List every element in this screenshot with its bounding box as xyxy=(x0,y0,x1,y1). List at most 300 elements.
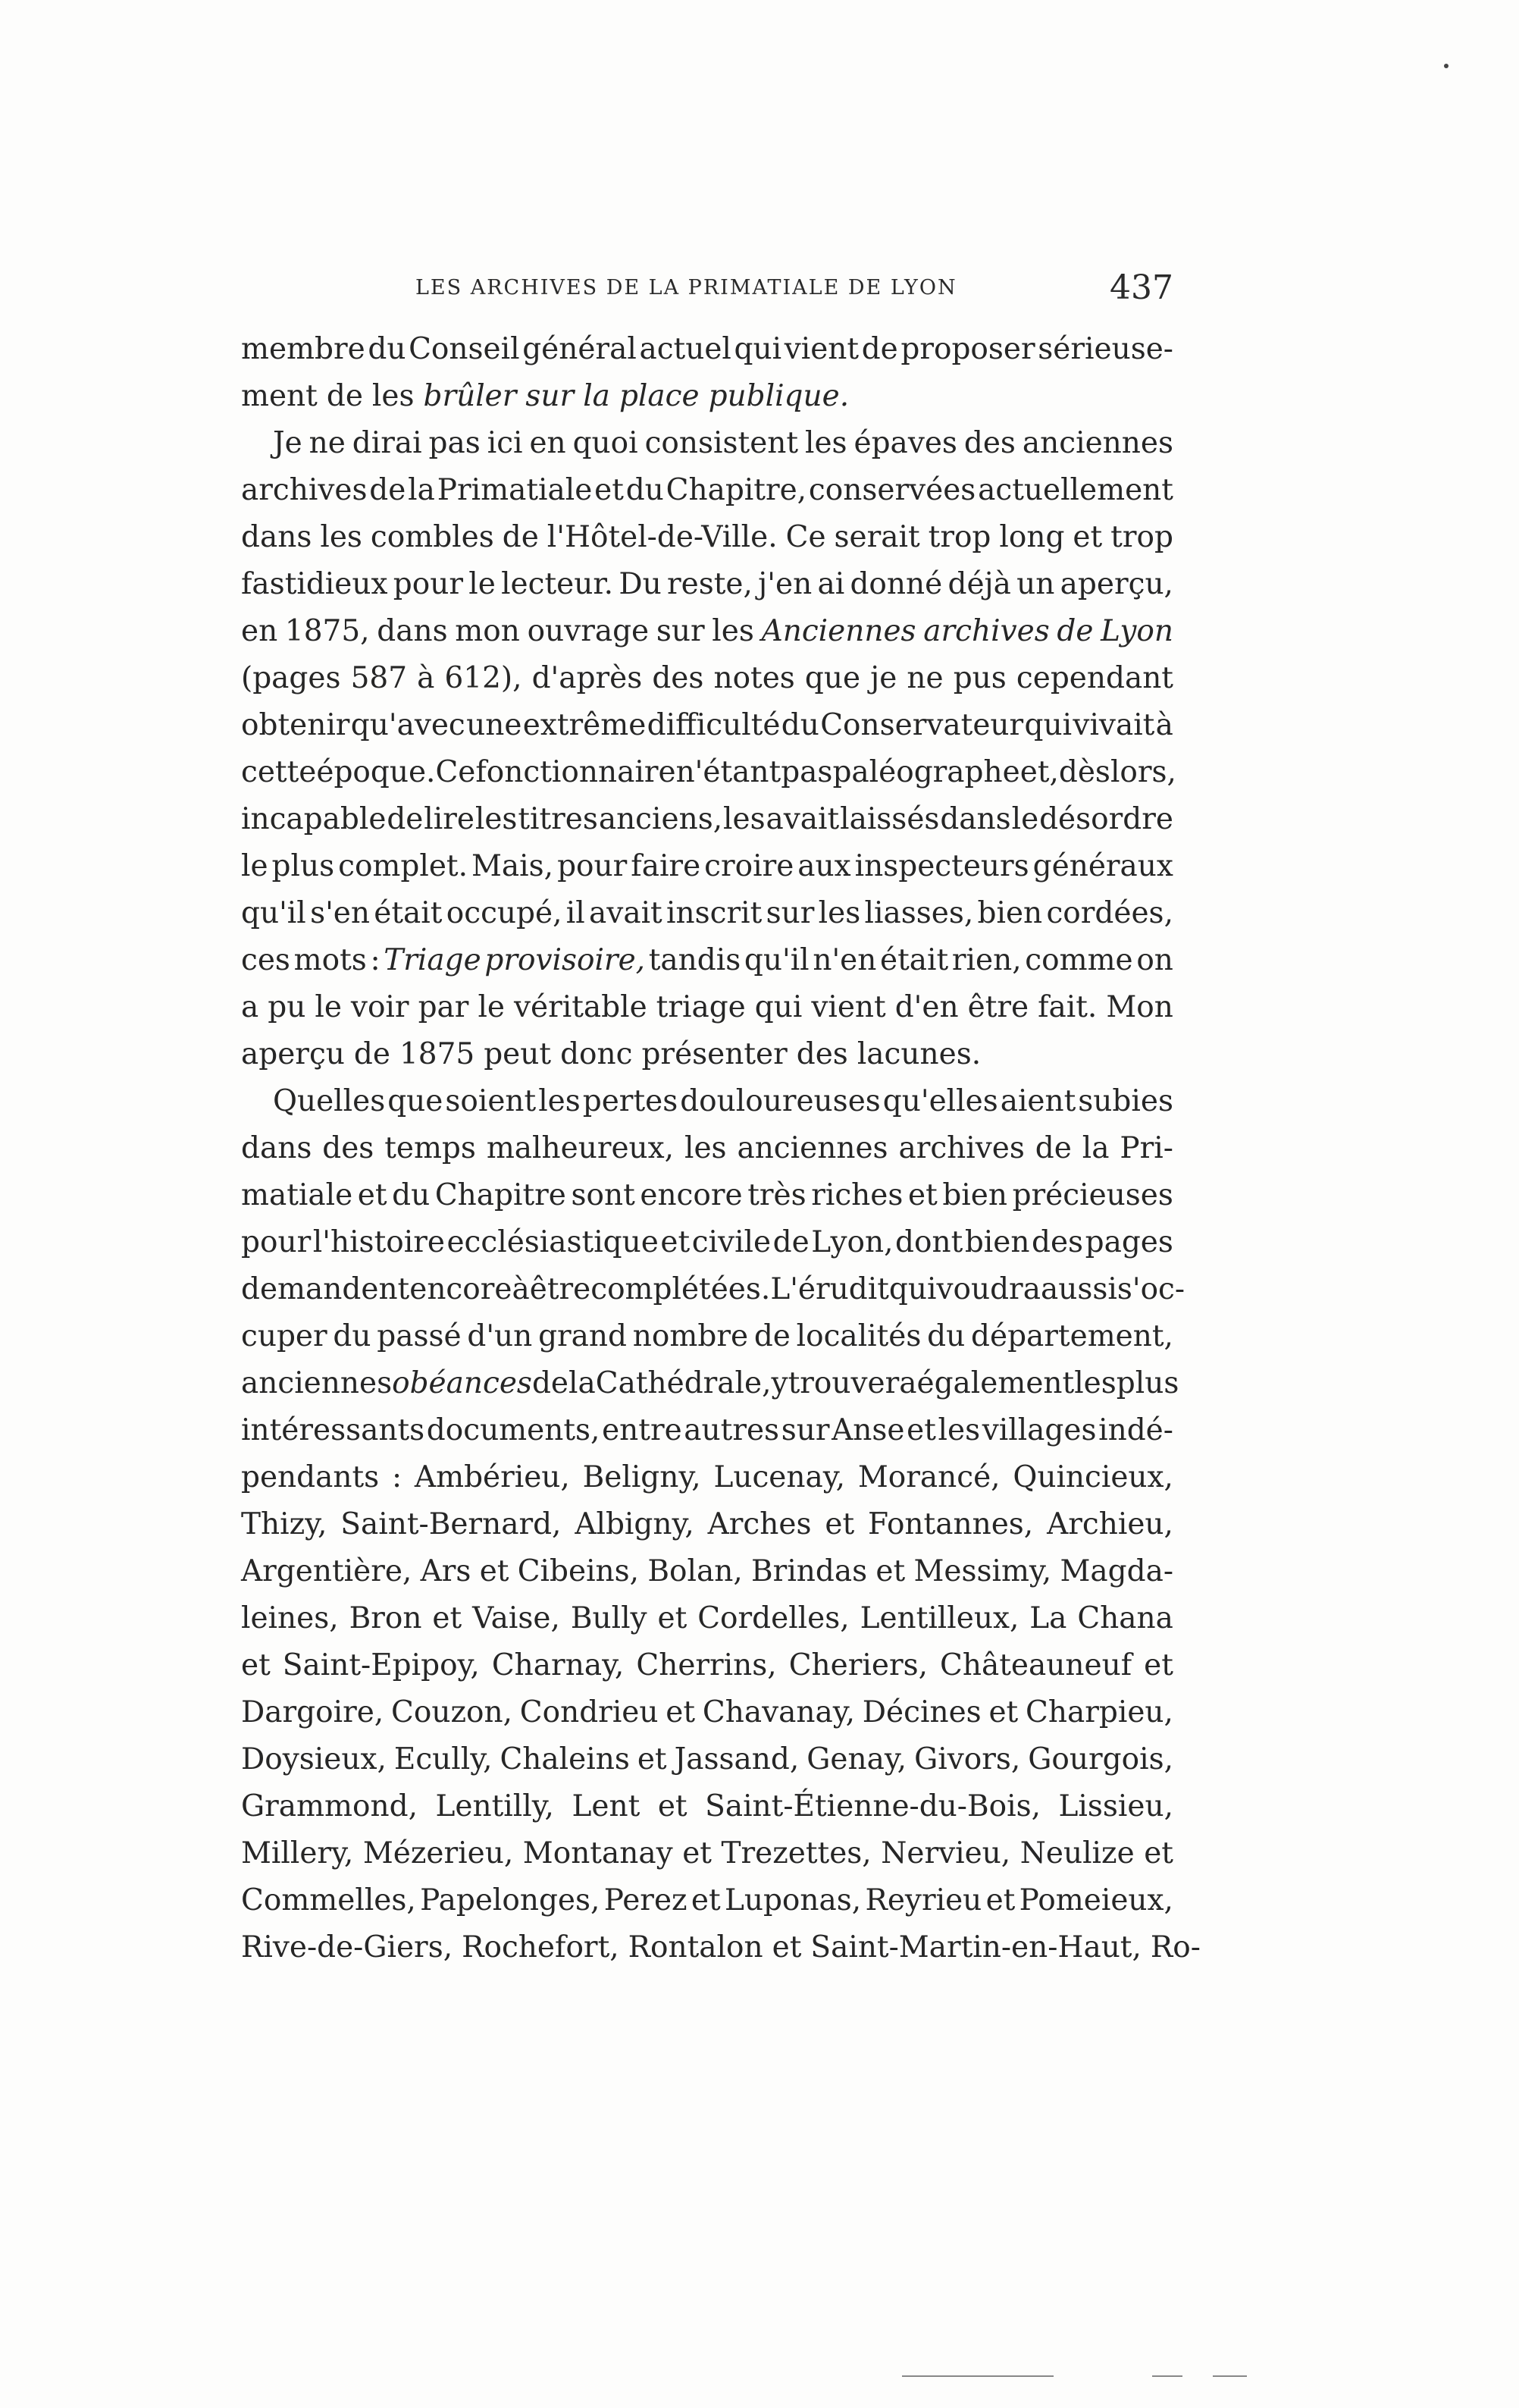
word: occupé, xyxy=(446,896,562,930)
word: Décines xyxy=(862,1695,982,1729)
word: leines, xyxy=(241,1601,339,1635)
word: pertes xyxy=(582,1084,678,1118)
word: Rive-de-Giers, xyxy=(241,1930,453,1964)
word: épaves xyxy=(853,426,957,460)
word: matiale xyxy=(241,1178,353,1212)
word: trouvera xyxy=(788,1366,917,1400)
word: et xyxy=(1073,520,1103,554)
italic-word: provisoire, xyxy=(484,943,646,977)
word: pus xyxy=(953,661,1007,695)
word: cuper xyxy=(241,1319,327,1353)
word: la xyxy=(568,1366,596,1400)
word: avait xyxy=(589,896,662,930)
word: le xyxy=(315,990,342,1024)
text-line xyxy=(241,1125,1173,1172)
word: et xyxy=(985,1883,1016,1917)
italic-word: sur xyxy=(525,379,575,413)
word: pendants xyxy=(241,1460,380,1494)
word: pour xyxy=(557,849,628,883)
word: et xyxy=(907,1178,938,1212)
word: dont xyxy=(895,1225,963,1259)
word: liasses, xyxy=(864,896,974,930)
text-line xyxy=(241,702,1173,749)
italic-word: la xyxy=(583,379,610,413)
word: Lent xyxy=(572,1789,640,1823)
word: précieuses xyxy=(1012,1178,1173,1212)
word: Bully xyxy=(570,1601,647,1635)
text-line xyxy=(241,1783,1173,1830)
word: plus xyxy=(271,849,335,883)
word: passé xyxy=(377,1319,462,1353)
word: fonctionnaire xyxy=(475,755,676,789)
word: pages xyxy=(1085,1225,1173,1259)
word: Saint-Bernard, xyxy=(340,1507,562,1541)
word: que xyxy=(804,661,861,695)
word: intéressants xyxy=(241,1413,425,1447)
word: pu xyxy=(268,990,306,1024)
word: avait xyxy=(766,802,840,836)
word: que xyxy=(387,1084,443,1118)
word: Lissieu, xyxy=(1058,1789,1173,1823)
word: une xyxy=(466,708,522,742)
footer-rule xyxy=(902,2375,1054,2377)
word: et xyxy=(637,1742,667,1776)
word: le xyxy=(241,849,268,883)
word: Archieu, xyxy=(1047,1507,1173,1541)
word: Messimy, xyxy=(913,1554,1052,1588)
word: encore xyxy=(640,1178,743,1212)
word: Arches xyxy=(707,1507,812,1541)
word: à xyxy=(417,661,435,695)
word: dès xyxy=(1058,755,1110,789)
word: complétées. xyxy=(590,1272,771,1306)
word: faire xyxy=(631,849,701,883)
text-line xyxy=(241,1313,1173,1360)
word: pour xyxy=(241,1225,312,1259)
text-line xyxy=(241,1360,1179,1407)
word: Cherrins, xyxy=(636,1648,777,1682)
word: Cibeins, xyxy=(517,1554,640,1588)
word: des xyxy=(796,1037,848,1071)
word: désordre xyxy=(1039,802,1173,836)
word: de xyxy=(1035,1131,1072,1165)
text-line xyxy=(241,420,1173,467)
word: cordées, xyxy=(1046,896,1173,930)
word: La xyxy=(1029,1601,1067,1635)
word: complet. xyxy=(338,849,468,883)
text-line xyxy=(241,984,1173,1031)
word: mots xyxy=(293,943,367,977)
word: Millery, xyxy=(241,1836,354,1870)
word: époque. xyxy=(316,755,436,789)
word: Grammond, xyxy=(241,1789,418,1823)
word: Fontannes, xyxy=(868,1507,1034,1541)
word: titres xyxy=(518,802,598,836)
word: Conservateur xyxy=(820,708,1024,742)
word: les xyxy=(818,896,861,930)
word: Saint-Epipoy, xyxy=(282,1648,480,1682)
italic-word: Triage xyxy=(384,943,481,977)
word: tandis xyxy=(648,943,741,977)
text-line xyxy=(241,1548,1173,1595)
word: quoi xyxy=(572,426,638,460)
word: à xyxy=(512,1272,530,1306)
word: Doysieux, xyxy=(241,1742,387,1776)
word: de xyxy=(353,1037,390,1071)
word: mon xyxy=(455,614,520,648)
word: dans xyxy=(241,1131,312,1165)
word: Ro- xyxy=(1150,1930,1201,1964)
word: bien xyxy=(977,896,1043,930)
word: civile xyxy=(691,1225,772,1259)
word: Pomeieux, xyxy=(1019,1883,1173,1917)
word: Magda- xyxy=(1060,1554,1173,1588)
word: déjà xyxy=(947,567,1011,601)
ink-speck xyxy=(1444,64,1449,68)
word: archives xyxy=(241,473,368,507)
word: très xyxy=(747,1178,806,1212)
word: inspecteurs xyxy=(854,849,1029,883)
word: les xyxy=(474,802,518,836)
word: était xyxy=(880,943,949,977)
text-line xyxy=(241,1595,1173,1642)
word: malheureux, xyxy=(486,1131,675,1165)
word: Saint-Étienne-du-Bois, xyxy=(705,1789,1041,1823)
text-line xyxy=(241,1078,1173,1125)
word: sur xyxy=(656,614,705,648)
word: et xyxy=(988,1695,1019,1729)
word: bien xyxy=(964,1225,1030,1259)
word: 1875, xyxy=(284,614,370,648)
body-text xyxy=(241,326,1201,1971)
word: était xyxy=(374,896,443,930)
word: comme xyxy=(1025,943,1133,977)
word: vient xyxy=(784,332,860,366)
word: le xyxy=(1011,802,1039,836)
word: par xyxy=(418,990,469,1024)
word: les xyxy=(684,1131,727,1165)
word: soient xyxy=(445,1084,537,1118)
word: les xyxy=(1074,1366,1117,1400)
text-line xyxy=(241,1266,1185,1313)
word: proposer xyxy=(900,332,1035,366)
word: qui xyxy=(754,990,803,1024)
word: Jassand, xyxy=(674,1742,800,1776)
word: et xyxy=(660,1225,691,1259)
word: riches xyxy=(811,1178,904,1212)
word: anciennes xyxy=(737,1131,888,1165)
word: et xyxy=(682,1836,712,1870)
word: Nervieu, xyxy=(881,1836,1011,1870)
word: actuel xyxy=(639,332,731,366)
word: et xyxy=(594,473,624,507)
word: de xyxy=(753,1319,791,1353)
italic-word: brûler xyxy=(423,379,517,413)
word: (pages xyxy=(241,661,341,695)
word: j'en xyxy=(758,567,813,601)
word: inscrit xyxy=(666,896,763,930)
word: plus xyxy=(1116,1366,1179,1400)
word: localités xyxy=(796,1319,922,1353)
word: et xyxy=(772,1930,802,1964)
word: triage xyxy=(656,990,746,1024)
word: Cheriers, xyxy=(788,1648,929,1682)
word: de xyxy=(387,802,424,836)
word: les xyxy=(723,802,766,836)
footer-rule xyxy=(1213,2375,1247,2377)
word: aussi xyxy=(1040,1272,1117,1306)
word: fait. xyxy=(1038,990,1098,1024)
word: Trezettes, xyxy=(721,1836,872,1870)
word: entre xyxy=(602,1413,682,1447)
word: Primatiale xyxy=(437,473,593,507)
word: aient xyxy=(1000,1084,1076,1118)
word: d'après xyxy=(531,661,643,695)
word: ces xyxy=(241,943,290,977)
word: la xyxy=(408,473,435,507)
word: Bolan, xyxy=(647,1554,743,1588)
word: les xyxy=(938,1413,981,1447)
word: Ecully, xyxy=(393,1742,493,1776)
word: Papelonges, xyxy=(420,1883,600,1917)
text-line xyxy=(241,561,1173,608)
text-line xyxy=(241,1736,1173,1783)
footer-rule xyxy=(1152,2375,1182,2377)
word: et xyxy=(479,1554,509,1588)
word: et xyxy=(1144,1648,1173,1682)
word: des xyxy=(652,661,704,695)
word: Argentière, xyxy=(241,1554,412,1588)
word: encore xyxy=(409,1272,512,1306)
word: Condrieu xyxy=(519,1695,659,1729)
word: sur xyxy=(766,896,815,930)
word: véritable xyxy=(514,990,647,1024)
word: et xyxy=(357,1178,387,1212)
word: peut xyxy=(484,1037,552,1071)
text-line xyxy=(241,843,1173,890)
word: rien, xyxy=(951,943,1022,977)
word: Luponas, xyxy=(724,1883,862,1917)
word: aux xyxy=(797,849,851,883)
word: anciennes xyxy=(241,1366,393,1400)
word: voudra xyxy=(936,1272,1041,1306)
word: et xyxy=(241,1648,271,1682)
word: qui xyxy=(1024,708,1073,742)
word: donc xyxy=(560,1037,633,1071)
word: Charpieu, xyxy=(1026,1695,1173,1729)
word: ecclésiastique xyxy=(446,1225,659,1259)
word: : xyxy=(370,943,381,977)
word: qu'il xyxy=(241,896,306,930)
word: croire xyxy=(704,849,794,883)
word: Pri- xyxy=(1120,1131,1173,1165)
word: et, xyxy=(1019,755,1059,789)
word: du xyxy=(927,1319,966,1353)
word: Mon xyxy=(1106,990,1173,1024)
word: Du xyxy=(619,567,662,601)
word: Mais, xyxy=(471,849,554,883)
word: documents, xyxy=(426,1413,600,1447)
word: Mézerieu, xyxy=(362,1836,514,1870)
word: qu'avec xyxy=(350,708,465,742)
word: vient xyxy=(811,990,886,1024)
word: être xyxy=(967,990,1029,1024)
word: Perez xyxy=(603,1883,687,1917)
text-line xyxy=(241,1219,1173,1266)
word: généraux xyxy=(1032,849,1173,883)
text-line xyxy=(241,749,1176,796)
word: demandent xyxy=(241,1272,410,1306)
word: s'oc- xyxy=(1117,1272,1185,1306)
word: n'en xyxy=(813,943,877,977)
word: dans xyxy=(377,614,448,648)
text-line xyxy=(241,1172,1173,1219)
word: pas xyxy=(781,755,833,789)
word: Brindas xyxy=(751,1554,868,1588)
italic-word: Lyon xyxy=(1101,614,1173,648)
word: anciennes xyxy=(1022,426,1173,460)
word: la xyxy=(1082,1131,1110,1165)
word: Commelles, xyxy=(241,1883,416,1917)
word: incapable xyxy=(241,802,387,836)
word: je xyxy=(870,661,897,695)
word: ai xyxy=(817,567,845,601)
word: long xyxy=(999,520,1065,554)
word: les xyxy=(712,614,754,648)
word: Lyon, xyxy=(811,1225,894,1259)
word: aperçu xyxy=(241,1037,345,1071)
word: nombre xyxy=(632,1319,749,1353)
word: on xyxy=(1136,943,1173,977)
word: Genay, xyxy=(806,1742,907,1776)
word: 612), xyxy=(444,661,522,695)
word: Charnay, xyxy=(491,1648,625,1682)
word: Anse xyxy=(832,1413,905,1447)
word: des xyxy=(963,426,1016,460)
word: Lucenay, xyxy=(713,1460,846,1494)
word: lors, xyxy=(1110,755,1176,789)
word: L'érudit xyxy=(770,1272,889,1306)
italic-word: place xyxy=(619,379,700,413)
word: être xyxy=(529,1272,591,1306)
word: de xyxy=(531,1366,568,1400)
text-line xyxy=(241,1689,1173,1736)
word: Chavanay, xyxy=(702,1695,855,1729)
word: Montanay xyxy=(522,1836,673,1870)
word: : xyxy=(391,1460,402,1494)
word: notes xyxy=(713,661,795,695)
word: subies xyxy=(1078,1084,1173,1118)
text-line xyxy=(241,1924,1201,1971)
word: Ambérieu, xyxy=(414,1460,570,1494)
word: paléographe xyxy=(832,755,1020,789)
word: ici xyxy=(487,426,523,460)
word: Lentilleux, xyxy=(860,1601,1019,1635)
word: Cordelles, xyxy=(697,1601,850,1635)
word: pour xyxy=(393,567,463,601)
word: Ce xyxy=(785,520,826,554)
word: n'étant xyxy=(675,755,781,789)
word: Dargoire, xyxy=(241,1695,384,1729)
word: Ce xyxy=(435,755,476,789)
word: d'un xyxy=(467,1319,533,1353)
italic-word: obéances xyxy=(392,1366,532,1400)
word: Gourgois, xyxy=(1028,1742,1173,1776)
word: extrême xyxy=(522,708,647,742)
text-line xyxy=(241,1877,1173,1924)
word: et xyxy=(875,1554,906,1588)
text-line xyxy=(241,937,1173,984)
word: un xyxy=(1016,567,1055,601)
word: reste, xyxy=(667,567,753,601)
word: et xyxy=(907,1413,936,1447)
word: ne xyxy=(907,661,944,695)
word: département, xyxy=(971,1319,1173,1353)
word: du xyxy=(625,473,664,507)
word: Rontalon xyxy=(628,1930,763,1964)
word: Givors, xyxy=(914,1742,1021,1776)
word: lecteur. xyxy=(501,567,614,601)
word: Vaise, xyxy=(472,1601,560,1635)
word: dirai xyxy=(352,426,422,460)
word: lacunes. xyxy=(857,1037,982,1071)
text-line xyxy=(241,1642,1173,1689)
text-line xyxy=(241,890,1173,937)
text-line xyxy=(241,796,1173,843)
word: difficulté xyxy=(647,708,781,742)
word: cette xyxy=(241,755,317,789)
word: Ars xyxy=(420,1554,471,1588)
word: qui xyxy=(734,332,782,366)
word: du xyxy=(392,1178,431,1212)
word: Conseil xyxy=(409,332,520,366)
word: obtenir xyxy=(241,708,350,742)
word: qui xyxy=(888,1272,937,1306)
word: laissés xyxy=(840,802,940,836)
word: actuellement xyxy=(978,473,1173,507)
word: et xyxy=(691,1883,721,1917)
word: vivait xyxy=(1073,708,1155,742)
word: les xyxy=(320,520,362,554)
italic-word: Anciennes xyxy=(761,614,916,648)
text-line xyxy=(241,608,1173,655)
word: a xyxy=(241,990,259,1024)
word: ouvrage xyxy=(527,614,650,648)
word: douloureuses xyxy=(680,1084,881,1118)
word: du xyxy=(781,708,819,742)
word: Neulize xyxy=(1019,1836,1135,1870)
running-head: LES ARCHIVES DE LA PRIMATIALE DE LYON xyxy=(415,276,957,299)
text-line xyxy=(241,655,1173,702)
word: combles xyxy=(370,520,494,554)
word: y xyxy=(771,1366,788,1400)
word: anciens, xyxy=(598,802,723,836)
word: Albigny, xyxy=(575,1507,694,1541)
text-line xyxy=(241,1501,1173,1548)
word: en xyxy=(241,614,278,648)
word: voir xyxy=(350,990,409,1024)
word: Thizy, xyxy=(241,1507,327,1541)
word: des xyxy=(1032,1225,1084,1259)
text-line xyxy=(241,1830,1173,1877)
word: le xyxy=(468,567,496,601)
word: de xyxy=(772,1225,810,1259)
word: et xyxy=(1144,1836,1173,1870)
word: membre xyxy=(241,332,365,366)
text-line xyxy=(241,373,1173,420)
text-line xyxy=(241,1407,1173,1454)
word: de xyxy=(502,520,539,554)
